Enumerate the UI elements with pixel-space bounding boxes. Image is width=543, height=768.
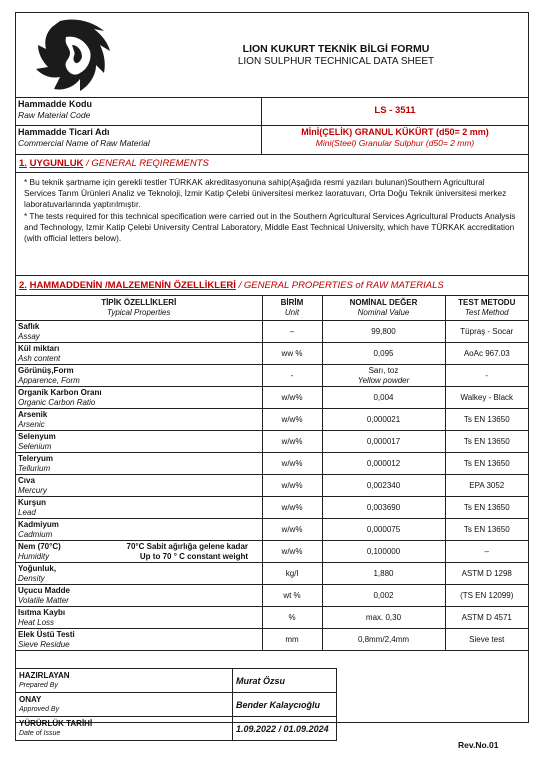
nominal-value: 1,880 <box>373 568 394 578</box>
section-1-title-en: / GENERAL REQIREMENTS <box>86 158 209 169</box>
value-cell <box>322 409 445 431</box>
section-2-title-tr: HAMMADDENİN /MALZEMENİN ÖZELLİKLERİ <box>29 280 236 291</box>
property-name-en: Assay <box>18 331 40 341</box>
unit-cell: w/w% <box>262 519 322 541</box>
property-name-en: Volatile Matter <box>18 595 69 605</box>
method-cell: ASTM D 4571 <box>445 607 528 629</box>
table-row <box>16 343 528 365</box>
property-name-tr: Kurşun <box>18 497 46 507</box>
method-cell: Sieve test <box>445 629 528 651</box>
unit-cell: – <box>262 321 322 343</box>
nominal-value-en: Yellow powder <box>357 375 410 385</box>
section-2-title-en: / GENERAL PROPERTIES of RAW MATERIALS <box>238 280 444 291</box>
method-cell: AoAc 967.03 <box>445 343 528 365</box>
table-row <box>16 475 528 497</box>
property-name-tr: Organik Karbon Oranı <box>18 387 102 397</box>
nominal-value: max. 0,30 <box>365 612 402 622</box>
property-name-tr: Isıtma Kaybı <box>18 607 66 617</box>
property-cell <box>16 321 262 343</box>
property-note-tr: 70°C Sabit ağırlığa gelene kadar <box>126 542 248 551</box>
approval-label-cell <box>16 669 233 693</box>
table-header-row <box>16 296 528 321</box>
method-cell: ASTM D 1298 <box>445 563 528 585</box>
property-cell <box>16 607 262 629</box>
unit-cell: w/w% <box>262 475 322 497</box>
material-code-label-tr: Hammadde Kodu <box>18 99 93 109</box>
property-cell <box>16 387 262 409</box>
property-cell <box>16 519 262 541</box>
unit-cell: w/w% <box>262 541 322 563</box>
property-name-en: Heat Loss <box>18 617 55 627</box>
nominal-value: 0,000021 <box>366 414 401 424</box>
property-note <box>98 542 248 562</box>
property-name-en: Ash content <box>18 353 61 363</box>
property-cell <box>16 563 262 585</box>
approval-value: Murat Özsu <box>233 669 337 693</box>
table-row <box>16 607 528 629</box>
column-header-en: Nominal Value <box>357 308 410 317</box>
revision-number: Rev.No.01 <box>458 740 499 750</box>
unit-cell: mm <box>262 629 322 651</box>
table-row <box>16 409 528 431</box>
table-row <box>16 431 528 453</box>
property-cell <box>16 431 262 453</box>
section-1-number: 1. <box>19 158 27 169</box>
property-name-en: Mercury <box>18 485 47 495</box>
value-cell <box>322 519 445 541</box>
property-name-tr: Selenyum <box>18 431 56 441</box>
approval-label-en: Date of Issue <box>19 729 61 737</box>
properties-table <box>16 296 528 651</box>
material-name-label-tr: Hammadde Ticari Adı <box>18 127 110 137</box>
value-cell <box>322 321 445 343</box>
value-cell <box>322 453 445 475</box>
table-row <box>16 365 528 387</box>
method-cell: Ts EN 13650 <box>445 431 528 453</box>
value-cell <box>322 343 445 365</box>
unit-cell: w/w% <box>262 497 322 519</box>
value-cell <box>322 629 445 651</box>
lion-logo <box>20 15 122 95</box>
property-name-tr: Teleryum <box>18 453 53 463</box>
value-cell <box>322 585 445 607</box>
property-cell <box>16 453 262 475</box>
value-cell <box>322 431 445 453</box>
property-name-tr: Yoğunluk, <box>18 563 57 573</box>
column-header-tr: NOMİNAL DEĞER <box>349 298 418 307</box>
nominal-value: 0,002340 <box>366 480 401 490</box>
material-name-row <box>16 125 528 155</box>
column-header <box>322 296 445 321</box>
property-name-tr: Kadmiyum <box>18 519 59 529</box>
requirements-text <box>16 173 528 276</box>
table-row <box>16 497 528 519</box>
nominal-value: 0,000075 <box>366 524 401 534</box>
method-cell: EPA 3052 <box>445 475 528 497</box>
unit-cell: w/w% <box>262 453 322 475</box>
nominal-value: 0,095 <box>373 348 394 358</box>
column-header-en: Unit <box>284 308 300 317</box>
property-name-en: Lead <box>18 507 36 517</box>
value-cell <box>322 607 445 629</box>
nominal-value: Sarı, toz <box>368 365 399 375</box>
property-name-en: Arsenic <box>18 419 45 429</box>
column-header <box>262 296 322 321</box>
column-header <box>445 296 528 321</box>
method-cell: Walkey - Black <box>445 387 528 409</box>
value-cell <box>322 387 445 409</box>
table-row <box>16 541 528 563</box>
approval-label-cell <box>16 693 233 717</box>
column-header <box>16 296 262 321</box>
unit-cell: w/w% <box>262 431 322 453</box>
nominal-value: 0,000017 <box>366 436 401 446</box>
method-cell: – <box>445 541 528 563</box>
table-row <box>16 563 528 585</box>
property-name-tr: Görünüş,Form <box>18 365 74 375</box>
property-name-en: Cadmium <box>18 529 53 539</box>
material-name-value-en: Mini(Steel) Granular Sulphur (d50= 2 mm) <box>315 138 475 148</box>
nominal-value: 0,100000 <box>366 546 401 556</box>
nominal-value: 99,800 <box>371 326 396 336</box>
nominal-value: 0,8mm/2,4mm <box>357 634 410 644</box>
method-cell: Tüpraş - Socar <box>445 321 528 343</box>
method-cell: - <box>445 365 528 387</box>
unit-cell: % <box>262 607 322 629</box>
property-name-en: Sieve Residue <box>18 639 70 649</box>
nominal-value: 0,002 <box>373 590 394 600</box>
property-cell <box>16 475 262 497</box>
property-cell <box>16 541 262 563</box>
property-name-en: Apparence, Form <box>18 375 80 385</box>
header <box>16 13 528 98</box>
method-cell: Ts EN 13650 <box>445 409 528 431</box>
material-code-label-en: Raw Material Code <box>18 110 91 120</box>
property-name-tr: Kül miktarı <box>18 343 60 353</box>
property-note-en: Up to 70 ° C constant weight <box>139 552 248 561</box>
property-cell <box>16 629 262 651</box>
unit-cell: w/w% <box>262 409 322 431</box>
method-cell: Ts EN 13650 <box>445 453 528 475</box>
property-cell <box>16 365 262 387</box>
property-name-tr: Elek Üstü Testi <box>18 629 75 639</box>
section-1-title-tr: UYGUNLUK <box>29 158 84 169</box>
property-cell <box>16 409 262 431</box>
data-sheet <box>15 12 529 723</box>
approval-label-en: Approved By <box>19 705 60 713</box>
table-row <box>16 585 528 607</box>
approval-row <box>16 669 337 693</box>
table-row <box>16 321 528 343</box>
column-header-tr: TİPİK ÖZELLİKLERİ <box>101 298 177 307</box>
property-name-tr: Arsenik <box>18 409 48 419</box>
material-code-value: LS - 3511 <box>374 105 416 116</box>
column-header-tr: BİRİM <box>280 298 304 307</box>
value-cell <box>322 497 445 519</box>
property-name-tr: Saflık <box>18 321 40 331</box>
approval-label-cell <box>16 717 233 741</box>
approval-row <box>16 693 337 717</box>
title-tr: LION KUKURT TEKNİK BİLGİ FORMU <box>242 43 430 55</box>
material-name-label-en: Commercial Name of Raw Material <box>18 138 150 148</box>
property-name-en: Selenium <box>18 441 52 451</box>
approval-value: 1.09.2022 / 01.09.2024 <box>233 717 337 741</box>
material-name-value-tr: Mİnİ(ÇELİK) GRANUL KÜKÜRT (d50= 2 mm) <box>301 127 489 137</box>
property-name-en: Humidity <box>18 551 50 561</box>
value-cell <box>322 365 445 387</box>
column-header-en: Test Method <box>464 308 509 317</box>
approval-table <box>15 668 337 741</box>
unit-cell: wt % <box>262 585 322 607</box>
value-cell <box>322 563 445 585</box>
requirements-text-tr: * Bu teknik şartname için gerekli testler TÜRKAK akreditasyonuna sahip(Aşağıda resmi yazıları bulunan)Southern Agricultural Services Tarım Ürünleri Analiz ve Teknoloji, İzmir Katip Çelebi üniversitesi merkez laoratuvarı, Orta Doğu Teknik üniversitesi merkez laboratuvarlarında yaptırılmıştır. <box>24 177 507 210</box>
approval-label-tr: ONAY <box>19 694 42 704</box>
method-cell: Ts EN 13650 <box>445 519 528 541</box>
table-row <box>16 629 528 651</box>
table-row <box>16 453 528 475</box>
unit-cell: w/w% <box>262 387 322 409</box>
value-cell <box>322 541 445 563</box>
nominal-value: 0,004 <box>373 392 394 402</box>
method-cell: (TS EN 12099) <box>445 585 528 607</box>
property-name-tr: Cıva <box>18 475 35 485</box>
property-name-en: Tellurium <box>18 463 51 473</box>
approval-value: Bender Kalaycıoğlu <box>233 693 337 717</box>
method-cell: Ts EN 13650 <box>445 497 528 519</box>
requirements-text-en: * The tests required for this technical specification were carried out in the Southern Agricultural Services Agricultural Products Analysis and Technology, Izmir Katip Çelebi University Central Laboratory, Middle East Technical University, which have TÜRKAK accreditation (with official letters below). <box>24 210 516 244</box>
property-cell <box>16 585 262 607</box>
nominal-value: 0,000012 <box>366 458 401 468</box>
section-2-heading <box>16 276 528 296</box>
approval-row <box>16 717 337 741</box>
property-name-en: Density <box>18 573 45 583</box>
title-en: LION SULPHUR TECHNICAL DATA SHEET <box>237 56 435 67</box>
material-code-row <box>16 97 528 126</box>
property-name-tr: Uçucu Madde <box>18 585 71 595</box>
table-row <box>16 387 528 409</box>
unit-cell: - <box>262 365 322 387</box>
column-header-tr: TEST METODU <box>458 298 516 307</box>
approval-label-tr: HAZIRLAYAN <box>19 670 70 680</box>
property-name-en: Organic Carbon Ratio <box>18 397 96 407</box>
unit-cell: kg/l <box>262 563 322 585</box>
value-cell <box>322 475 445 497</box>
approval-label-en: Prepared By <box>19 681 58 689</box>
approval-label-tr: YÜRÜRLÜK TARİHİ <box>19 718 93 728</box>
table-row <box>16 519 528 541</box>
property-cell <box>16 343 262 365</box>
property-name-tr: Nem (70°C) <box>18 541 61 551</box>
property-cell <box>16 497 262 519</box>
column-header-en: Typical Properties <box>107 308 171 317</box>
nominal-value: 0,003690 <box>366 502 401 512</box>
unit-cell: ww % <box>262 343 322 365</box>
section-1-heading <box>16 154 528 173</box>
section-2-number: 2. <box>19 280 27 291</box>
